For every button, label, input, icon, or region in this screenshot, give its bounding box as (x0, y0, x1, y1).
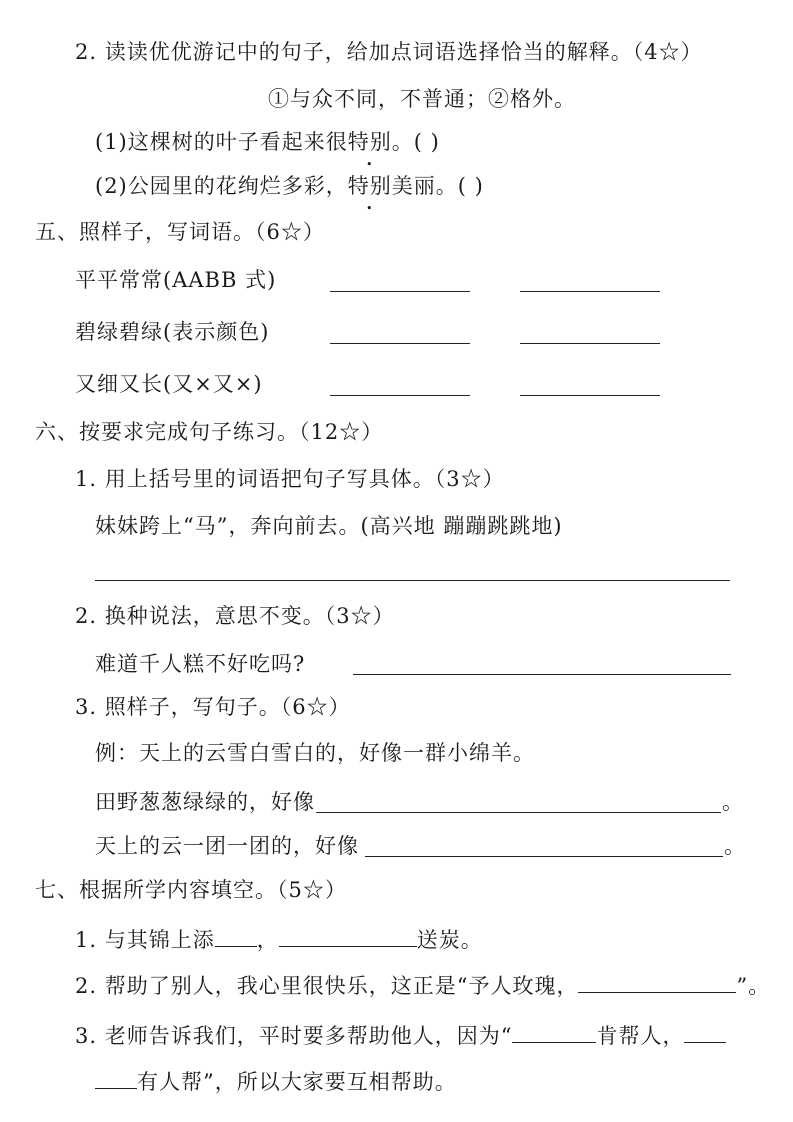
sec6-q2-sentence: 难道千人糕不好吃吗? (95, 652, 306, 676)
sec5-item-2-blank-b[interactable] (520, 343, 660, 344)
sec7-l4-blank[interactable] (95, 1068, 137, 1089)
q2-s1-dotted-word: 特别 (347, 130, 392, 154)
sec7-l1-blank-2[interactable] (279, 926, 417, 947)
q2-s2-answer-paren[interactable]: 美丽。( ) (391, 174, 484, 198)
sec7-line-4 (95, 1068, 457, 1096)
sec6-q2-title: 2. 换种说法，意思不变。（3☆） (75, 604, 395, 628)
q2-sentence-1 (95, 128, 440, 156)
q2-s2-pre: (2)公园里的花绚烂多彩， (95, 174, 348, 198)
sec6-q3-s1-blank[interactable] (316, 812, 721, 813)
sec5-item-1-blank-b[interactable] (520, 291, 660, 292)
sec7-l2-b: ”。 (736, 974, 771, 998)
sec5-item-2: 碧绿碧绿(表示颜色) (75, 320, 270, 344)
sec6-q3-title: 3. 照样子，写句子。（6☆） (75, 695, 351, 719)
sec6-q1-sentence: 妹妹跨上“马”，奔向前去。(高兴地 蹦蹦跳跳地) (95, 514, 563, 538)
sec6-q3-example: 例：天上的云雪白雪白的，好像一群小绵羊。 (95, 741, 535, 765)
sec5-item-1-blank-a[interactable] (330, 291, 470, 292)
q2-title: 2. 读读优优游记中的句子，给加点词语选择恰当的解释。（4☆） (75, 40, 703, 64)
sec7-l2-a: 2. 帮助了别人，我心里很快乐，这正是“予人玫瑰， (75, 974, 579, 998)
sec5-item-2-blank-a[interactable] (330, 343, 470, 344)
sec7-line-1 (75, 926, 483, 954)
sec6-q1-title: 1. 用上括号里的词语把句子写具体。（3☆） (75, 467, 505, 491)
sec5-item-1: 平平常常(AABB 式) (75, 268, 277, 292)
q2-s1-pre: (1)这棵树的叶子看起来很 (95, 130, 348, 154)
sec6-q2-answer-line[interactable] (353, 674, 731, 675)
q2-options: ①与众不同，不普通；②格外。 (268, 87, 576, 111)
sec7-line-2 (75, 972, 770, 1000)
sec7-title: 七、根据所学内容填空。（5☆） (35, 878, 347, 902)
sec5-title: 五、照样子，写词语。（6☆） (35, 220, 325, 244)
sec7-l1-a: 1. 与其锦上添 (75, 928, 215, 952)
sec7-l3-b: 肯帮人， (596, 1024, 685, 1048)
sec7-l4-b: 有人帮”，所以大家要互相帮助。 (137, 1070, 457, 1094)
sec5-item-3: 又细又长(又×又×) (75, 372, 263, 396)
sec7-l2-blank[interactable] (578, 972, 736, 993)
sec7-line-3 (75, 1022, 726, 1050)
sec7-l1-c: 送炭。 (416, 928, 483, 952)
q2-s1-answer-paren[interactable]: 。( ) (391, 130, 440, 154)
q2-s2-dotted-word: 特别 (347, 174, 392, 198)
q2-sentence-2 (95, 172, 484, 200)
sec6-q3-s2-blank[interactable] (365, 856, 723, 857)
sec6-q3-sentence-2: 天上的云一团一团的，好像 (95, 834, 359, 858)
sec7-l3-a: 3. 老师告诉我们，平时要多帮助他人，因为“ (75, 1024, 513, 1048)
sec6-q1-answer-line[interactable] (95, 580, 730, 581)
sec7-l3-blank-1[interactable] (512, 1022, 596, 1043)
sec6-q3-s2-period: 。 (724, 834, 746, 858)
sec7-l3-blank-2[interactable] (684, 1022, 726, 1043)
sec5-item-3-blank-a[interactable] (330, 395, 470, 396)
sec6-title: 六、按要求完成句子练习。（12☆） (35, 420, 384, 444)
sec7-l1-b: ， (256, 928, 279, 952)
sec6-q3-sentence-1: 田野葱葱绿绿的，好像 (95, 790, 315, 814)
sec7-l1-blank-1[interactable] (215, 926, 257, 947)
sec6-q3-s1-period: 。 (722, 790, 744, 814)
sec5-item-3-blank-b[interactable] (520, 395, 660, 396)
